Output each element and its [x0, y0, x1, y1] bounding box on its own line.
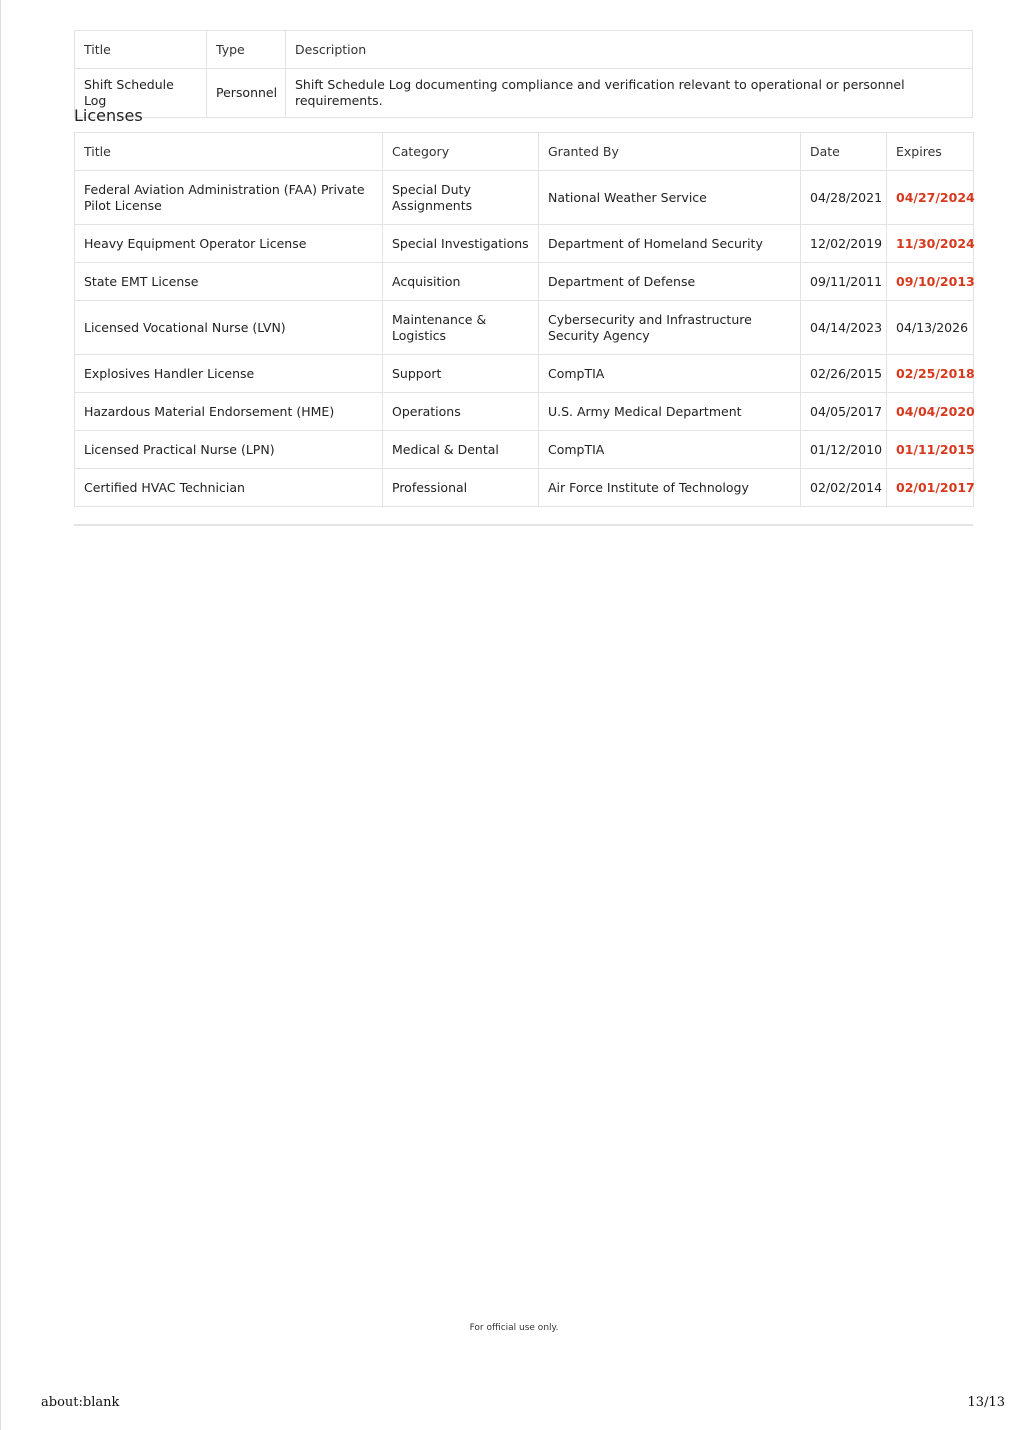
licenses-header-title: Title: [75, 133, 383, 171]
documents-header-title: Title: [75, 31, 207, 69]
documents-header-description: Description: [286, 31, 973, 69]
footer-note: For official use only.: [469, 1323, 559, 1333]
table-bottom-rule: [74, 524, 973, 526]
page-url: about:blank: [41, 1395, 120, 1410]
document-description: Shift Schedule Log documenting compliance and verification relevant to operational or personnel requirements.: [286, 69, 973, 118]
page-number: 13/13: [967, 1395, 1005, 1410]
license-title: Licensed Vocational Nurse (LVN): [75, 301, 383, 355]
page-edge: [0, 0, 1, 1430]
license-category: Special Investigations: [383, 225, 539, 263]
license-date: 04/28/2021: [801, 171, 887, 225]
license-date: 04/14/2023: [801, 301, 887, 355]
licenses-section-title: Licenses: [74, 106, 143, 125]
license-expires: 11/30/2024: [887, 225, 974, 263]
table-row: [75, 225, 974, 263]
license-title: Certified HVAC Technician: [75, 469, 383, 507]
licenses-table: [74, 132, 974, 507]
license-granted-by: Air Force Institute of Technology: [539, 469, 801, 507]
license-granted-by: Department of Homeland Security: [539, 225, 801, 263]
table-row: [75, 171, 974, 225]
licenses-header-category: Category: [383, 133, 539, 171]
license-expires: 04/27/2024: [887, 171, 974, 225]
document-title: Shift Schedule Log: [75, 69, 207, 118]
license-expires: 04/04/2020: [887, 393, 974, 431]
document-type: Personnel: [207, 69, 286, 118]
documents-header-type: Type: [207, 31, 286, 69]
license-expires: 09/10/2013: [887, 263, 974, 301]
license-expires: 02/25/2018: [887, 355, 974, 393]
license-expires: 01/11/2015: [887, 431, 974, 469]
license-title: State EMT License: [75, 263, 383, 301]
license-category: Acquisition: [383, 263, 539, 301]
license-granted-by: National Weather Service: [539, 171, 801, 225]
license-title: Hazardous Material Endorsement (HME): [75, 393, 383, 431]
license-granted-by: Department of Defense: [539, 263, 801, 301]
license-granted-by: Cybersecurity and Infrastructure Security Agency: [539, 301, 801, 355]
license-title: Explosives Handler License: [75, 355, 383, 393]
table-row: [75, 301, 974, 355]
table-row: [75, 263, 974, 301]
license-granted-by: U.S. Army Medical Department: [539, 393, 801, 431]
license-granted-by: CompTIA: [539, 431, 801, 469]
license-expires: 02/01/2017: [887, 469, 974, 507]
licenses-header-row: [75, 133, 974, 171]
table-row: [75, 431, 974, 469]
licenses-header-date: Date: [801, 133, 887, 171]
license-granted-by: CompTIA: [539, 355, 801, 393]
licenses-header-granted-by: Granted By: [539, 133, 801, 171]
license-date: 04/05/2017: [801, 393, 887, 431]
license-title: Heavy Equipment Operator License: [75, 225, 383, 263]
table-row: [75, 355, 974, 393]
table-row: [75, 393, 974, 431]
license-category: Maintenance & Logistics: [383, 301, 539, 355]
license-category: Professional: [383, 469, 539, 507]
license-date: 09/11/2011: [801, 263, 887, 301]
table-row: [75, 69, 973, 118]
documents-header-row: [75, 31, 973, 69]
license-date: 02/26/2015: [801, 355, 887, 393]
licenses-header-expires: Expires: [887, 133, 974, 171]
license-title: Licensed Practical Nurse (LPN): [75, 431, 383, 469]
license-category: Support: [383, 355, 539, 393]
license-expires: 04/13/2026: [887, 301, 974, 355]
license-date: 01/12/2010: [801, 431, 887, 469]
license-category: Medical & Dental: [383, 431, 539, 469]
table-row: [75, 469, 974, 507]
documents-table: [74, 30, 973, 118]
license-category: Operations: [383, 393, 539, 431]
license-title: Federal Aviation Administration (FAA) Private Pilot License: [75, 171, 383, 225]
license-category: Special Duty Assignments: [383, 171, 539, 225]
license-date: 02/02/2014: [801, 469, 887, 507]
license-date: 12/02/2019: [801, 225, 887, 263]
